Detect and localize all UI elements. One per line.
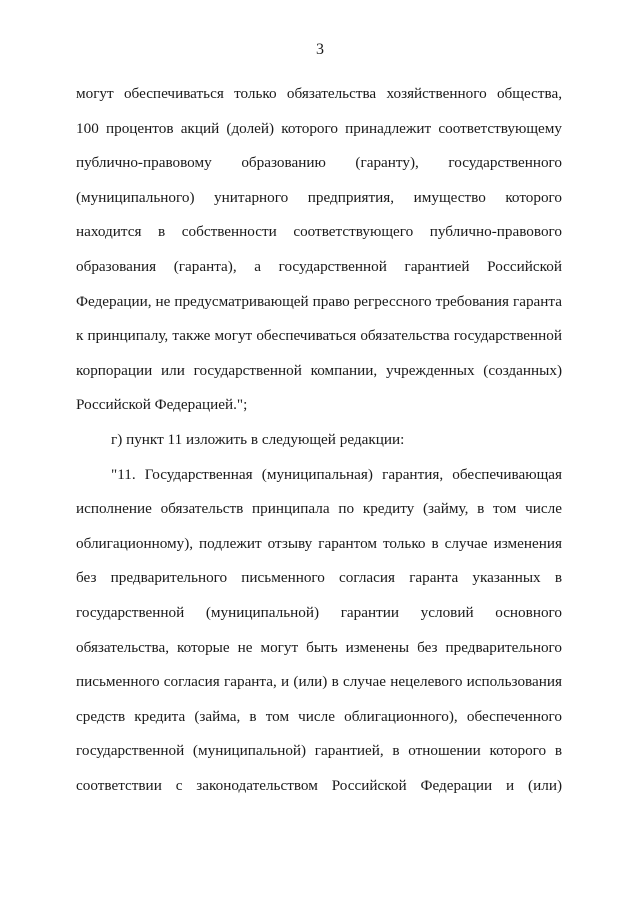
- text-line: образования (гаранта), а государственной гарантией Российской: [76, 257, 562, 275]
- text-line: корпорации или государственной компании, учрежденных (созданных): [76, 361, 562, 379]
- text-line: публично-правовому образованию (гаранту), государственного: [76, 154, 562, 172]
- text-line: находится в собственности соответствующего публично-правового: [76, 223, 562, 241]
- text-line: государственной (муниципальной) гарантии условий основного: [76, 603, 562, 621]
- document-text-body: [76, 77, 562, 803]
- paragraph-first-line: "11. Государственная (муниципальная) гарантия, обеспечивающая: [111, 465, 562, 483]
- text-line: без предварительного письменного согласия гаранта указанных в: [76, 569, 562, 587]
- text-line: государственной (муниципальной) гарантией, в отношении которого в: [76, 742, 562, 760]
- paragraph-first-line: г) пункт 11 изложить в следующей редакции:: [111, 430, 405, 448]
- text-line: могут обеспечиваться только обязательства хозяйственного общества,: [76, 85, 562, 102]
- text-line: письменного согласия гаранта, и (или) в случае нецелевого использования: [76, 673, 562, 691]
- text-line: соответствии с законодательством Российской Федерации и (или): [76, 776, 562, 794]
- text-line: 100 процентов акций (долей) которого принадлежит соответствующему: [76, 119, 562, 137]
- text-line: Российской Федерацией.";: [76, 396, 248, 414]
- text-line: облигационному), подлежит отзыву гарантом только в случае изменения: [76, 534, 562, 552]
- text-line: к принципалу, также могут обеспечиваться обязательства государственной: [76, 327, 562, 345]
- text-line: обязательства, которые не могут быть изменены без предварительного: [76, 638, 562, 656]
- text-line: Федерации, не предусматривающей право регрессного требования гаранта: [76, 292, 562, 310]
- text-line: (муниципального) унитарного предприятия, имущество которого: [76, 188, 562, 206]
- page-number: 3: [316, 41, 324, 58]
- text-line: средств кредита (займа, в том числе облигационного), обеспеченного: [76, 707, 562, 725]
- text-line: исполнение обязательств принципала по кредиту (займу, в том числе: [76, 500, 562, 518]
